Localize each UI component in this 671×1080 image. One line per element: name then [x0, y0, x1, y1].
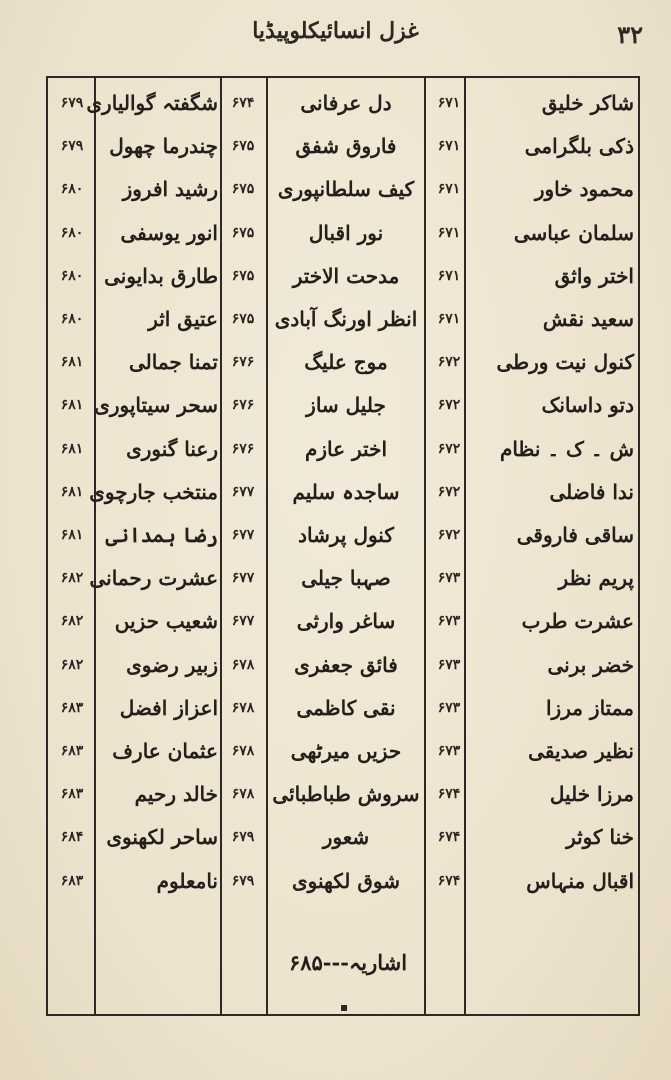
poet-name: اختر عازم: [304, 436, 388, 461]
poet-name: عشرت طرب: [521, 609, 634, 634]
poet-name: نامعلوم: [156, 868, 218, 893]
page-ref: ۶۸۰: [60, 181, 84, 198]
poet-name: ش ۔ ک ۔ نظام: [499, 436, 634, 461]
page-ref: ۶۸۱: [60, 527, 84, 543]
page-ref: ۶۷۷: [231, 613, 255, 630]
page-ref: ۶۷۵: [231, 138, 255, 155]
footer-mark: ▪: [340, 1000, 349, 1014]
page-ref: ۶۸۱: [60, 354, 84, 371]
table-row: [46, 341, 640, 383]
poet-name: ساقی فاروقی: [516, 523, 634, 547]
page-ref: ۶۸۳: [60, 872, 84, 889]
page-ref: ۶۷۶: [231, 354, 255, 371]
poet-name: چندرما چھول: [109, 134, 218, 159]
table-row: [46, 298, 640, 340]
page-ref: ۶۷۴: [437, 786, 461, 803]
page-ref: ۶۷۴: [437, 872, 461, 889]
poet-name: طارق بدایونی: [104, 263, 218, 288]
page-ref: ۶۷۷: [231, 570, 255, 587]
table-row: [46, 514, 640, 556]
poet-name: دتو داسانک: [541, 393, 634, 418]
poet-name: پریم نظر: [558, 566, 634, 591]
poet-name: شاکر خلیق: [541, 91, 634, 115]
page-ref: ۶۸۰: [60, 224, 84, 241]
page-ref: ۶۸۳: [60, 699, 84, 716]
poet-name: نور اقبال: [308, 220, 384, 245]
table-row: [46, 773, 640, 815]
page-ref: ۶۷۱: [437, 311, 461, 327]
poet-name: کیف سلطانپوری: [277, 177, 415, 202]
poet-name: جلیل ساز: [306, 393, 386, 418]
poet-name: اعزاز افضل: [119, 695, 218, 720]
table-row: [46, 730, 640, 772]
table-row: [46, 212, 640, 254]
poet-name: نظیر صدیقی: [528, 739, 634, 763]
poet-name: ساجدہ سلیم: [292, 479, 400, 504]
page-ref: ۶۷۸: [231, 656, 255, 673]
poet-name: سلمان عباسی: [513, 220, 634, 245]
poet-name: نقی کاظمی: [296, 695, 396, 720]
page-ref: ۶۸۱: [60, 397, 84, 414]
page-ref: ۶۷۳: [437, 613, 461, 630]
poet-name: رشید افروز: [122, 177, 218, 202]
page-ref: ۶۸۲: [60, 613, 84, 630]
page-ref: ۶۷۹: [231, 829, 255, 846]
page-ref: ۶۷۲: [437, 397, 461, 414]
page-ref: ۶۷۵: [231, 181, 255, 198]
poet-name: ندا فاضلی: [549, 479, 634, 504]
page-number: ۳۲: [617, 20, 643, 49]
page-ref: ۶۷۷: [231, 527, 255, 543]
index-entry: [268, 950, 428, 975]
table-row: [46, 557, 640, 599]
poet-name: مدحت الاختر: [292, 263, 400, 288]
poet-name: صہبا جیلی: [301, 566, 391, 591]
page-ref: ۶۷۳: [437, 656, 461, 673]
page-ref: ۶۸۴: [60, 829, 84, 846]
page-ref: ۶۷۳: [437, 743, 461, 759]
poet-name: فاروق شفق: [295, 134, 397, 159]
poet-name: منتخب جارچوی: [89, 479, 218, 504]
poet-name: خالد رحیم: [134, 782, 218, 807]
page-ref: ۶۸۱: [60, 440, 84, 457]
page-ref: ۶۷۹: [60, 95, 84, 111]
page-ref: ۶۷۹: [60, 138, 84, 155]
table-row: [46, 471, 640, 513]
page-ref: ۶۸۲: [60, 656, 84, 673]
page-ref: ۶۷۸: [231, 699, 255, 716]
page-ref: ۶۷۱: [437, 224, 461, 241]
page-ref: ۶۷۸: [231, 786, 255, 803]
page-ref: ۶۸۲: [60, 570, 84, 587]
poet-name: خنا کوثر: [566, 825, 634, 850]
page-ref: ۶۷۵: [231, 224, 255, 241]
poet-name: عشرت رحمانی: [89, 566, 218, 591]
poet-name: فائق جعفری: [294, 652, 398, 677]
table-row: [46, 860, 640, 902]
poet-name: شعیب حزیں: [114, 609, 218, 634]
poet-name: سعید نقش: [542, 307, 634, 331]
poet-name: عتیق اثر: [148, 307, 218, 331]
poet-name: کنول پرشاد: [298, 523, 394, 547]
poet-name: ساحر لکھنوی: [106, 825, 218, 850]
table-row: [46, 428, 640, 470]
poet-name: سحر سیتاپوری: [94, 393, 218, 418]
poet-name: ممتاز مرزا: [546, 695, 634, 720]
page-ref: ۶۸۰: [60, 267, 84, 284]
poet-name: محمود خاور: [534, 177, 634, 202]
page-ref: ۶۷۲: [437, 440, 461, 457]
table-row: [46, 384, 640, 426]
poet-name: زبیر رضوی: [126, 652, 218, 677]
table-row: [46, 82, 640, 124]
poet-name: حزیں میرٹھی: [290, 739, 402, 763]
poet-name: سروش طباطبائی: [272, 782, 420, 807]
table-row: [46, 644, 640, 686]
page-ref: ۶۷۱: [437, 267, 461, 284]
page-ref: ۶۷۷: [231, 483, 255, 500]
poet-name: رعنا گنوری: [126, 436, 218, 461]
page-ref: ۶۷۲: [437, 483, 461, 500]
poet-name: کنول نیت ورطی: [496, 350, 634, 375]
poet-name: موج علیگ: [304, 350, 388, 375]
table-row: [46, 816, 640, 858]
table-row: [46, 125, 640, 167]
page-ref: ۶۷۴: [437, 829, 461, 846]
page-ref: ۶۸۳: [60, 786, 84, 803]
poet-name: مرزا خلیل: [549, 782, 634, 807]
poet-name: شوق لکھنوی: [292, 868, 400, 893]
page-ref: ۶۸۱: [60, 483, 84, 500]
poet-name: خضر برنی: [547, 652, 634, 677]
page-ref: ۶۷۴: [231, 95, 255, 111]
poet-name: رضا ہمدانی: [105, 523, 218, 547]
poet-name: ذکی بلگرامی: [524, 134, 634, 159]
page-ref: ۶۷۳: [437, 570, 461, 587]
page-ref: ۶۷۱: [437, 181, 461, 198]
table-row: [46, 687, 640, 729]
poet-name: شعور: [322, 825, 370, 850]
poet-name: عثمان عارف: [112, 739, 218, 763]
poet-name: اختر واثق: [554, 263, 634, 288]
table-row: [46, 255, 640, 297]
page-ref: ۶۷۹: [231, 872, 255, 889]
page-ref: ۶۷۶: [231, 397, 255, 414]
poet-name: اقبال منہاس: [526, 868, 634, 893]
page-ref: ۶۷۲: [437, 354, 461, 371]
page-ref: ۶۸۳: [60, 743, 84, 759]
index-label: اشاریہ: [348, 950, 408, 975]
index-page: ۶۸۵: [288, 950, 323, 975]
table-row: [46, 168, 640, 210]
poet-name: انور یوسفی: [120, 220, 218, 245]
poet-name: انظر اورنگ آبادی: [274, 307, 418, 331]
page-ref: ۶۷۳: [437, 699, 461, 716]
page-ref: ۶۷۵: [231, 267, 255, 284]
page-ref: ۶۷۸: [231, 743, 255, 759]
page-ref: ۶۷۱: [437, 138, 461, 155]
page-ref: ۶۸۰: [60, 311, 84, 327]
poet-name: شگفتہ گوالیاری: [86, 91, 218, 115]
poet-name: تمنا جمالی: [128, 350, 218, 375]
page-title: غزل انسائیکلوپیڈیا: [252, 18, 419, 44]
index-dots: ---: [322, 950, 349, 975]
page-ref: ۶۷۱: [437, 95, 461, 111]
page-ref: ۶۷۵: [231, 311, 255, 327]
page-ref: ۶۷۶: [231, 440, 255, 457]
table-row: [46, 600, 640, 642]
poet-name: دل عرفانی: [300, 91, 392, 115]
page-ref: ۶۷۲: [437, 527, 461, 543]
poet-name: ساغر وارثی: [296, 609, 396, 634]
